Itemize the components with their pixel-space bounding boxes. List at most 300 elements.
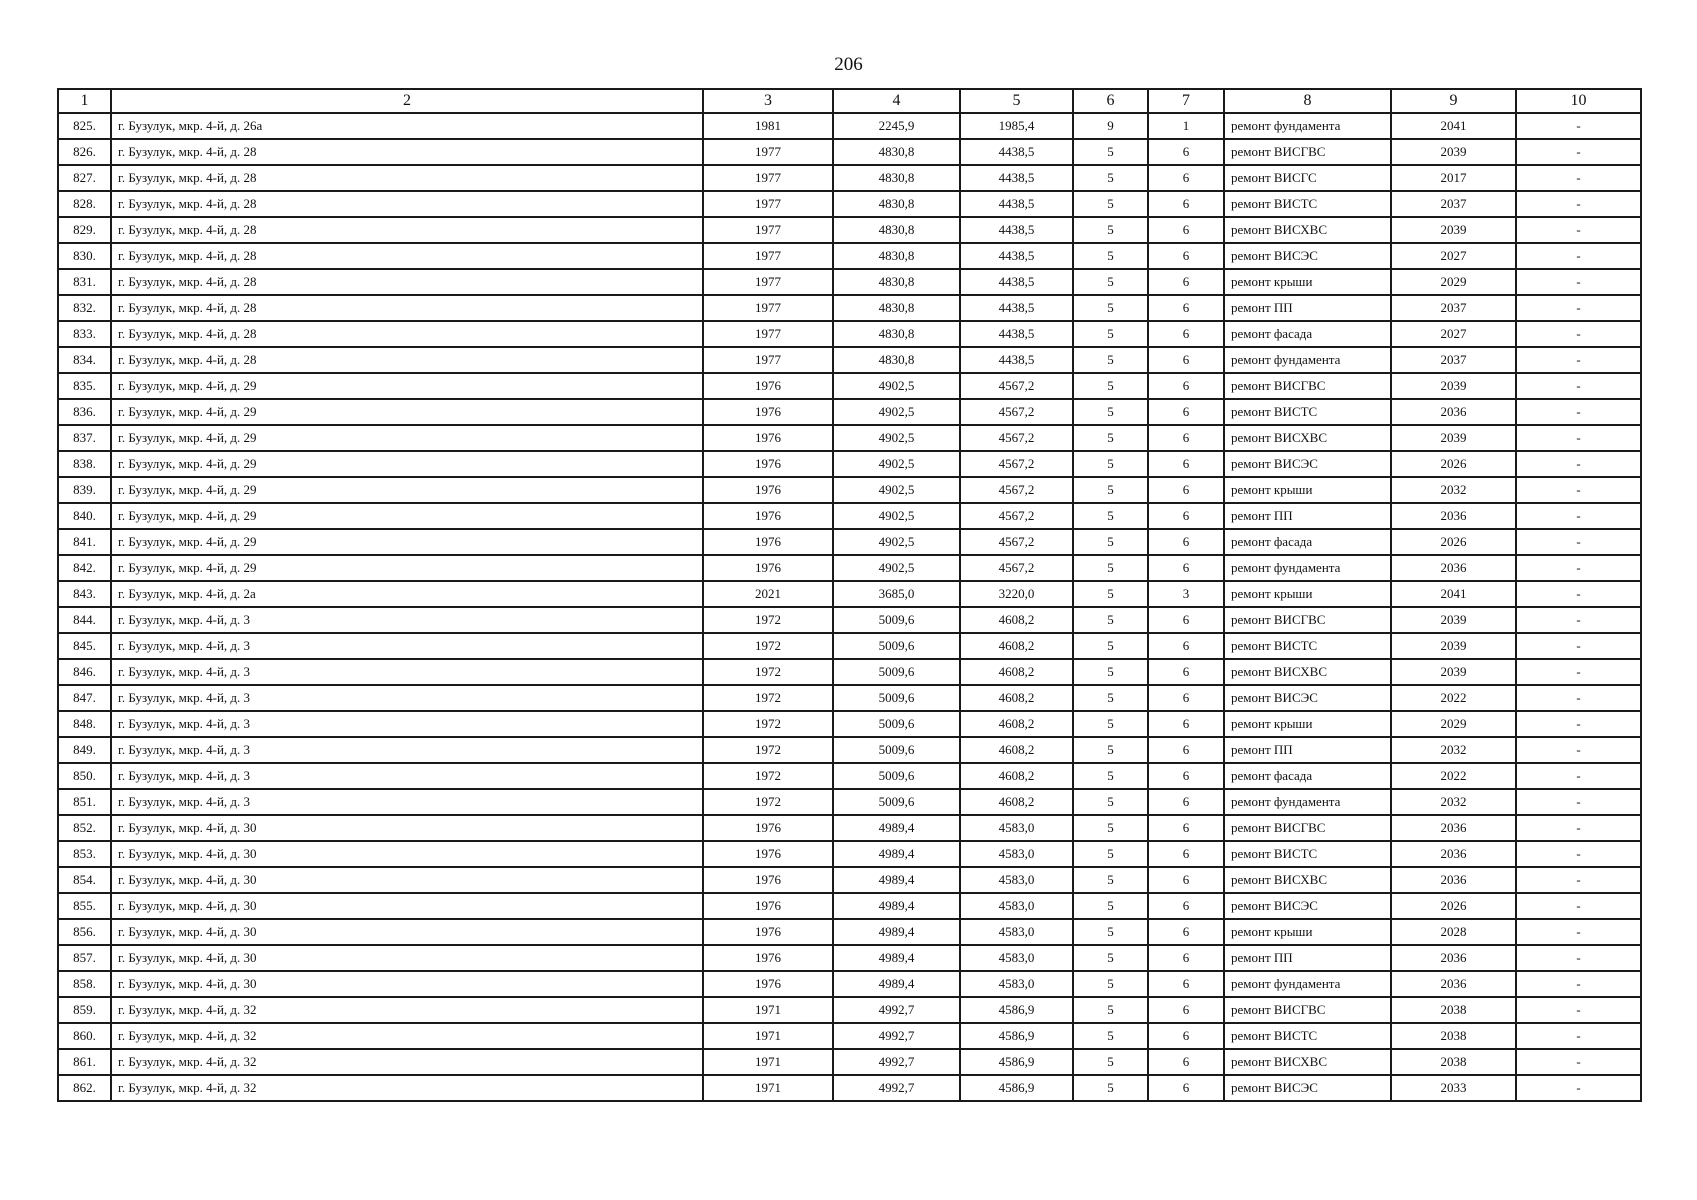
entrances-cell: 6 [1148, 243, 1224, 269]
work-type-cell: ремонт ВИСТС [1224, 399, 1391, 425]
planned-year-cell: 2026 [1391, 893, 1516, 919]
total-area-cell: 4830,8 [833, 165, 960, 191]
living-area-cell: 4438,5 [960, 347, 1073, 373]
work-type-cell: ремонт ВИСГС [1224, 165, 1391, 191]
entrances-cell: 6 [1148, 1075, 1224, 1101]
total-area-cell: 4902,5 [833, 477, 960, 503]
floors-cell: 5 [1073, 425, 1148, 451]
row-number-cell: 852. [58, 815, 111, 841]
row-number-cell: 827. [58, 165, 111, 191]
table-row [58, 841, 1641, 867]
table-row [58, 373, 1641, 399]
column-header: 5 [960, 89, 1073, 113]
work-type-cell: ремонт фундамента [1224, 971, 1391, 997]
year-built-cell: 1976 [703, 503, 833, 529]
floors-cell: 5 [1073, 191, 1148, 217]
living-area-cell: 4438,5 [960, 191, 1073, 217]
total-area-cell: 4989,4 [833, 815, 960, 841]
year-built-cell: 1976 [703, 867, 833, 893]
entrances-cell: 6 [1148, 919, 1224, 945]
work-type-cell: ремонт ВИСЭС [1224, 685, 1391, 711]
entrances-cell: 6 [1148, 269, 1224, 295]
entrances-cell: 6 [1148, 737, 1224, 763]
note-cell: - [1516, 633, 1641, 659]
table-row [58, 633, 1641, 659]
row-number-cell: 831. [58, 269, 111, 295]
address-cell: г. Бузулук, мкр. 4-й, д. 30 [111, 945, 703, 971]
table-row [58, 685, 1641, 711]
total-area-cell: 4989,4 [833, 945, 960, 971]
address-cell: г. Бузулук, мкр. 4-й, д. 30 [111, 867, 703, 893]
floors-cell: 5 [1073, 555, 1148, 581]
year-built-cell: 1977 [703, 139, 833, 165]
floors-cell: 5 [1073, 919, 1148, 945]
address-cell: г. Бузулук, мкр. 4-й, д. 28 [111, 165, 703, 191]
address-cell: г. Бузулук, мкр. 4-й, д. 28 [111, 243, 703, 269]
year-built-cell: 1976 [703, 529, 833, 555]
planned-year-cell: 2022 [1391, 763, 1516, 789]
table-row [58, 659, 1641, 685]
year-built-cell: 1977 [703, 321, 833, 347]
table-row [58, 893, 1641, 919]
living-area-cell: 4567,2 [960, 477, 1073, 503]
floors-cell: 5 [1073, 841, 1148, 867]
year-built-cell: 1976 [703, 893, 833, 919]
page-number: 206 [834, 54, 863, 75]
address-cell: г. Бузулук, мкр. 4-й, д. 32 [111, 997, 703, 1023]
year-built-cell: 1977 [703, 269, 833, 295]
floors-cell: 5 [1073, 503, 1148, 529]
address-cell: г. Бузулук, мкр. 4-й, д. 3 [111, 633, 703, 659]
address-cell: г. Бузулук, мкр. 4-й, д. 29 [111, 399, 703, 425]
table-row [58, 867, 1641, 893]
note-cell: - [1516, 1075, 1641, 1101]
total-area-cell: 4830,8 [833, 243, 960, 269]
address-cell: г. Бузулук, мкр. 4-й, д. 29 [111, 451, 703, 477]
living-area-cell: 4438,5 [960, 269, 1073, 295]
row-number-cell: 850. [58, 763, 111, 789]
living-area-cell: 4608,2 [960, 633, 1073, 659]
address-cell: г. Бузулук, мкр. 4-й, д. 3 [111, 711, 703, 737]
living-area-cell: 4608,2 [960, 607, 1073, 633]
year-built-cell: 1972 [703, 789, 833, 815]
year-built-cell: 1977 [703, 347, 833, 373]
work-type-cell: ремонт крыши [1224, 919, 1391, 945]
note-cell: - [1516, 529, 1641, 555]
row-number-cell: 843. [58, 581, 111, 607]
table-row [58, 971, 1641, 997]
planned-year-cell: 2038 [1391, 997, 1516, 1023]
planned-year-cell: 2036 [1391, 945, 1516, 971]
entrances-cell: 6 [1148, 425, 1224, 451]
column-header: 10 [1516, 89, 1641, 113]
address-cell: г. Бузулук, мкр. 4-й, д. 3 [111, 789, 703, 815]
note-cell: - [1516, 581, 1641, 607]
year-built-cell: 1971 [703, 1075, 833, 1101]
entrances-cell: 6 [1148, 763, 1224, 789]
note-cell: - [1516, 113, 1641, 139]
table-row [58, 1075, 1641, 1101]
row-number-cell: 862. [58, 1075, 111, 1101]
planned-year-cell: 2026 [1391, 529, 1516, 555]
note-cell: - [1516, 607, 1641, 633]
year-built-cell: 1972 [703, 633, 833, 659]
address-cell: г. Бузулук, мкр. 4-й, д. 28 [111, 191, 703, 217]
address-cell: г. Бузулук, мкр. 4-й, д. 28 [111, 295, 703, 321]
entrances-cell: 6 [1148, 867, 1224, 893]
planned-year-cell: 2032 [1391, 477, 1516, 503]
entrances-cell: 6 [1148, 971, 1224, 997]
note-cell: - [1516, 893, 1641, 919]
entrances-cell: 6 [1148, 555, 1224, 581]
table-row [58, 1023, 1641, 1049]
planned-year-cell: 2032 [1391, 789, 1516, 815]
planned-year-cell: 2033 [1391, 1075, 1516, 1101]
note-cell: - [1516, 425, 1641, 451]
living-area-cell: 4567,2 [960, 503, 1073, 529]
work-type-cell: ремонт крыши [1224, 581, 1391, 607]
year-built-cell: 1976 [703, 425, 833, 451]
row-number-cell: 858. [58, 971, 111, 997]
work-type-cell: ремонт ПП [1224, 945, 1391, 971]
floors-cell: 5 [1073, 607, 1148, 633]
living-area-cell: 4438,5 [960, 321, 1073, 347]
entrances-cell: 6 [1148, 503, 1224, 529]
planned-year-cell: 2036 [1391, 971, 1516, 997]
total-area-cell: 4902,5 [833, 399, 960, 425]
living-area-cell: 4608,2 [960, 789, 1073, 815]
column-header: 3 [703, 89, 833, 113]
floors-cell: 5 [1073, 659, 1148, 685]
address-cell: г. Бузулук, мкр. 4-й, д. 26а [111, 113, 703, 139]
work-type-cell: ремонт ВИСЭС [1224, 893, 1391, 919]
note-cell: - [1516, 321, 1641, 347]
address-cell: г. Бузулук, мкр. 4-й, д. 29 [111, 477, 703, 503]
total-area-cell: 4902,5 [833, 503, 960, 529]
living-area-cell: 4608,2 [960, 711, 1073, 737]
floors-cell: 5 [1073, 893, 1148, 919]
column-header: 4 [833, 89, 960, 113]
note-cell: - [1516, 763, 1641, 789]
total-area-cell: 4902,5 [833, 451, 960, 477]
total-area-cell: 4989,4 [833, 841, 960, 867]
entrances-cell: 6 [1148, 789, 1224, 815]
row-number-cell: 851. [58, 789, 111, 815]
row-number-cell: 844. [58, 607, 111, 633]
column-header: 7 [1148, 89, 1224, 113]
work-type-cell: ремонт ВИСТС [1224, 191, 1391, 217]
floors-cell: 5 [1073, 373, 1148, 399]
year-built-cell: 1976 [703, 373, 833, 399]
note-cell: - [1516, 555, 1641, 581]
row-number-cell: 855. [58, 893, 111, 919]
note-cell: - [1516, 789, 1641, 815]
note-cell: - [1516, 399, 1641, 425]
year-built-cell: 1971 [703, 1049, 833, 1075]
work-type-cell: ремонт ПП [1224, 503, 1391, 529]
floors-cell: 5 [1073, 451, 1148, 477]
floors-cell: 5 [1073, 1023, 1148, 1049]
row-number-cell: 849. [58, 737, 111, 763]
address-cell: г. Бузулук, мкр. 4-й, д. 30 [111, 841, 703, 867]
floors-cell: 5 [1073, 399, 1148, 425]
address-cell: г. Бузулук, мкр. 4-й, д. 29 [111, 503, 703, 529]
entrances-cell: 6 [1148, 1023, 1224, 1049]
living-area-cell: 4608,2 [960, 737, 1073, 763]
planned-year-cell: 2039 [1391, 633, 1516, 659]
row-number-cell: 857. [58, 945, 111, 971]
total-area-cell: 2245,9 [833, 113, 960, 139]
work-type-cell: ремонт фундамента [1224, 555, 1391, 581]
planned-year-cell: 2041 [1391, 581, 1516, 607]
note-cell: - [1516, 139, 1641, 165]
note-cell: - [1516, 217, 1641, 243]
living-area-cell: 4438,5 [960, 243, 1073, 269]
year-built-cell: 1977 [703, 165, 833, 191]
floors-cell: 5 [1073, 1075, 1148, 1101]
living-area-cell: 4583,0 [960, 841, 1073, 867]
year-built-cell: 1972 [703, 685, 833, 711]
year-built-cell: 1976 [703, 477, 833, 503]
row-number-cell: 830. [58, 243, 111, 269]
row-number-cell: 856. [58, 919, 111, 945]
year-built-cell: 1976 [703, 841, 833, 867]
total-area-cell: 4902,5 [833, 555, 960, 581]
entrances-cell: 6 [1148, 815, 1224, 841]
note-cell: - [1516, 737, 1641, 763]
year-built-cell: 1972 [703, 737, 833, 763]
work-type-cell: ремонт ВИСЭС [1224, 451, 1391, 477]
row-number-cell: 859. [58, 997, 111, 1023]
work-type-cell: ремонт ВИСГВС [1224, 607, 1391, 633]
work-type-cell: ремонт ВИСХВС [1224, 217, 1391, 243]
year-built-cell: 1976 [703, 945, 833, 971]
living-area-cell: 4567,2 [960, 555, 1073, 581]
column-header: 9 [1391, 89, 1516, 113]
row-number-cell: 826. [58, 139, 111, 165]
note-cell: - [1516, 945, 1641, 971]
address-cell: г. Бузулук, мкр. 4-й, д. 28 [111, 269, 703, 295]
year-built-cell: 1976 [703, 399, 833, 425]
work-type-cell: ремонт ВИСТС [1224, 841, 1391, 867]
entrances-cell: 6 [1148, 399, 1224, 425]
row-number-cell: 860. [58, 1023, 111, 1049]
year-built-cell: 1976 [703, 815, 833, 841]
address-cell: г. Бузулук, мкр. 4-й, д. 29 [111, 555, 703, 581]
entrances-cell: 6 [1148, 659, 1224, 685]
note-cell: - [1516, 1049, 1641, 1075]
table-row [58, 711, 1641, 737]
entrances-cell: 6 [1148, 217, 1224, 243]
year-built-cell: 1981 [703, 113, 833, 139]
table-row [58, 347, 1641, 373]
year-built-cell: 1972 [703, 711, 833, 737]
work-type-cell: ремонт фундамента [1224, 113, 1391, 139]
note-cell: - [1516, 373, 1641, 399]
floors-cell: 5 [1073, 1049, 1148, 1075]
note-cell: - [1516, 269, 1641, 295]
planned-year-cell: 2036 [1391, 815, 1516, 841]
entrances-cell: 6 [1148, 945, 1224, 971]
living-area-cell: 4583,0 [960, 945, 1073, 971]
row-number-cell: 848. [58, 711, 111, 737]
table-row [58, 529, 1641, 555]
address-cell: г. Бузулук, мкр. 4-й, д. 29 [111, 529, 703, 555]
table-row [58, 269, 1641, 295]
table-row [58, 1049, 1641, 1075]
table-row [58, 425, 1641, 451]
total-area-cell: 4989,4 [833, 893, 960, 919]
note-cell: - [1516, 841, 1641, 867]
note-cell: - [1516, 477, 1641, 503]
entrances-cell: 6 [1148, 685, 1224, 711]
row-number-cell: 840. [58, 503, 111, 529]
entrances-cell: 6 [1148, 607, 1224, 633]
entrances-cell: 6 [1148, 373, 1224, 399]
year-built-cell: 2021 [703, 581, 833, 607]
work-type-cell: ремонт ПП [1224, 737, 1391, 763]
row-number-cell: 838. [58, 451, 111, 477]
total-area-cell: 4830,8 [833, 269, 960, 295]
entrances-cell: 6 [1148, 451, 1224, 477]
living-area-cell: 4583,0 [960, 919, 1073, 945]
table-row [58, 581, 1641, 607]
row-number-cell: 854. [58, 867, 111, 893]
work-type-cell: ремонт крыши [1224, 711, 1391, 737]
note-cell: - [1516, 659, 1641, 685]
floors-cell: 5 [1073, 815, 1148, 841]
work-type-cell: ремонт ВИСГВС [1224, 997, 1391, 1023]
address-cell: г. Бузулук, мкр. 4-й, д. 3 [111, 737, 703, 763]
entrances-cell: 6 [1148, 321, 1224, 347]
work-type-cell: ремонт фасада [1224, 529, 1391, 555]
planned-year-cell: 2029 [1391, 269, 1516, 295]
living-area-cell: 4583,0 [960, 971, 1073, 997]
living-area-cell: 4586,9 [960, 1075, 1073, 1101]
entrances-cell: 6 [1148, 165, 1224, 191]
living-area-cell: 4567,2 [960, 399, 1073, 425]
address-cell: г. Бузулук, мкр. 4-й, д. 29 [111, 373, 703, 399]
table-row [58, 451, 1641, 477]
entrances-cell: 6 [1148, 347, 1224, 373]
note-cell: - [1516, 165, 1641, 191]
table-row [58, 165, 1641, 191]
address-cell: г. Бузулук, мкр. 4-й, д. 32 [111, 1023, 703, 1049]
floors-cell: 5 [1073, 581, 1148, 607]
row-number-cell: 832. [58, 295, 111, 321]
address-cell: г. Бузулук, мкр. 4-й, д. 32 [111, 1075, 703, 1101]
total-area-cell: 4992,7 [833, 1023, 960, 1049]
row-number-cell: 836. [58, 399, 111, 425]
floors-cell: 5 [1073, 633, 1148, 659]
row-number-cell: 845. [58, 633, 111, 659]
planned-year-cell: 2029 [1391, 711, 1516, 737]
planned-year-cell: 2026 [1391, 451, 1516, 477]
total-area-cell: 5009,6 [833, 607, 960, 633]
planned-year-cell: 2028 [1391, 919, 1516, 945]
header-row [58, 89, 1641, 113]
address-cell: г. Бузулук, мкр. 4-й, д. 28 [111, 321, 703, 347]
entrances-cell: 1 [1148, 113, 1224, 139]
address-cell: г. Бузулук, мкр. 4-й, д. 30 [111, 919, 703, 945]
work-type-cell: ремонт фундамента [1224, 347, 1391, 373]
floors-cell: 5 [1073, 165, 1148, 191]
row-number-cell: 828. [58, 191, 111, 217]
total-area-cell: 5009,6 [833, 789, 960, 815]
floors-cell: 5 [1073, 321, 1148, 347]
column-header: 8 [1224, 89, 1391, 113]
work-type-cell: ремонт ВИСЭС [1224, 1075, 1391, 1101]
table-row [58, 737, 1641, 763]
planned-year-cell: 2037 [1391, 347, 1516, 373]
year-built-cell: 1977 [703, 243, 833, 269]
table-row [58, 243, 1641, 269]
note-cell: - [1516, 867, 1641, 893]
floors-cell: 5 [1073, 971, 1148, 997]
work-type-cell: ремонт фундамента [1224, 789, 1391, 815]
floors-cell: 5 [1073, 867, 1148, 893]
entrances-cell: 6 [1148, 139, 1224, 165]
table-row [58, 815, 1641, 841]
work-type-cell: ремонт фасада [1224, 763, 1391, 789]
year-built-cell: 1977 [703, 191, 833, 217]
entrances-cell: 6 [1148, 1049, 1224, 1075]
address-cell: г. Бузулук, мкр. 4-й, д. 30 [111, 893, 703, 919]
work-type-cell: ремонт ВИСТС [1224, 1023, 1391, 1049]
year-built-cell: 1972 [703, 607, 833, 633]
work-type-cell: ремонт ВИСГВС [1224, 815, 1391, 841]
planned-year-cell: 2039 [1391, 373, 1516, 399]
note-cell: - [1516, 191, 1641, 217]
work-type-cell: ремонт ВИСХВС [1224, 659, 1391, 685]
address-cell: г. Бузулук, мкр. 4-й, д. 30 [111, 971, 703, 997]
note-cell: - [1516, 971, 1641, 997]
table-row [58, 399, 1641, 425]
living-area-cell: 4567,2 [960, 529, 1073, 555]
column-header: 6 [1073, 89, 1148, 113]
total-area-cell: 3685,0 [833, 581, 960, 607]
work-type-cell: ремонт фасада [1224, 321, 1391, 347]
address-cell: г. Бузулук, мкр. 4-й, д. 28 [111, 139, 703, 165]
year-built-cell: 1972 [703, 659, 833, 685]
note-cell: - [1516, 997, 1641, 1023]
living-area-cell: 4586,9 [960, 997, 1073, 1023]
work-type-cell: ремонт крыши [1224, 269, 1391, 295]
planned-year-cell: 2027 [1391, 243, 1516, 269]
planned-year-cell: 2036 [1391, 841, 1516, 867]
total-area-cell: 4989,4 [833, 919, 960, 945]
planned-year-cell: 2032 [1391, 737, 1516, 763]
table-row [58, 763, 1641, 789]
work-type-cell: ремонт ВИСГВС [1224, 139, 1391, 165]
floors-cell: 5 [1073, 295, 1148, 321]
total-area-cell: 4989,4 [833, 971, 960, 997]
entrances-cell: 6 [1148, 841, 1224, 867]
total-area-cell: 5009,6 [833, 711, 960, 737]
living-area-cell: 4567,2 [960, 425, 1073, 451]
table-row [58, 139, 1641, 165]
table-row [58, 607, 1641, 633]
work-type-cell: ремонт ВИСХВС [1224, 867, 1391, 893]
total-area-cell: 4830,8 [833, 191, 960, 217]
total-area-cell: 5009,6 [833, 737, 960, 763]
note-cell: - [1516, 815, 1641, 841]
living-area-cell: 4583,0 [960, 867, 1073, 893]
planned-year-cell: 2038 [1391, 1023, 1516, 1049]
row-number-cell: 842. [58, 555, 111, 581]
entrances-cell: 6 [1148, 997, 1224, 1023]
table-row [58, 945, 1641, 971]
